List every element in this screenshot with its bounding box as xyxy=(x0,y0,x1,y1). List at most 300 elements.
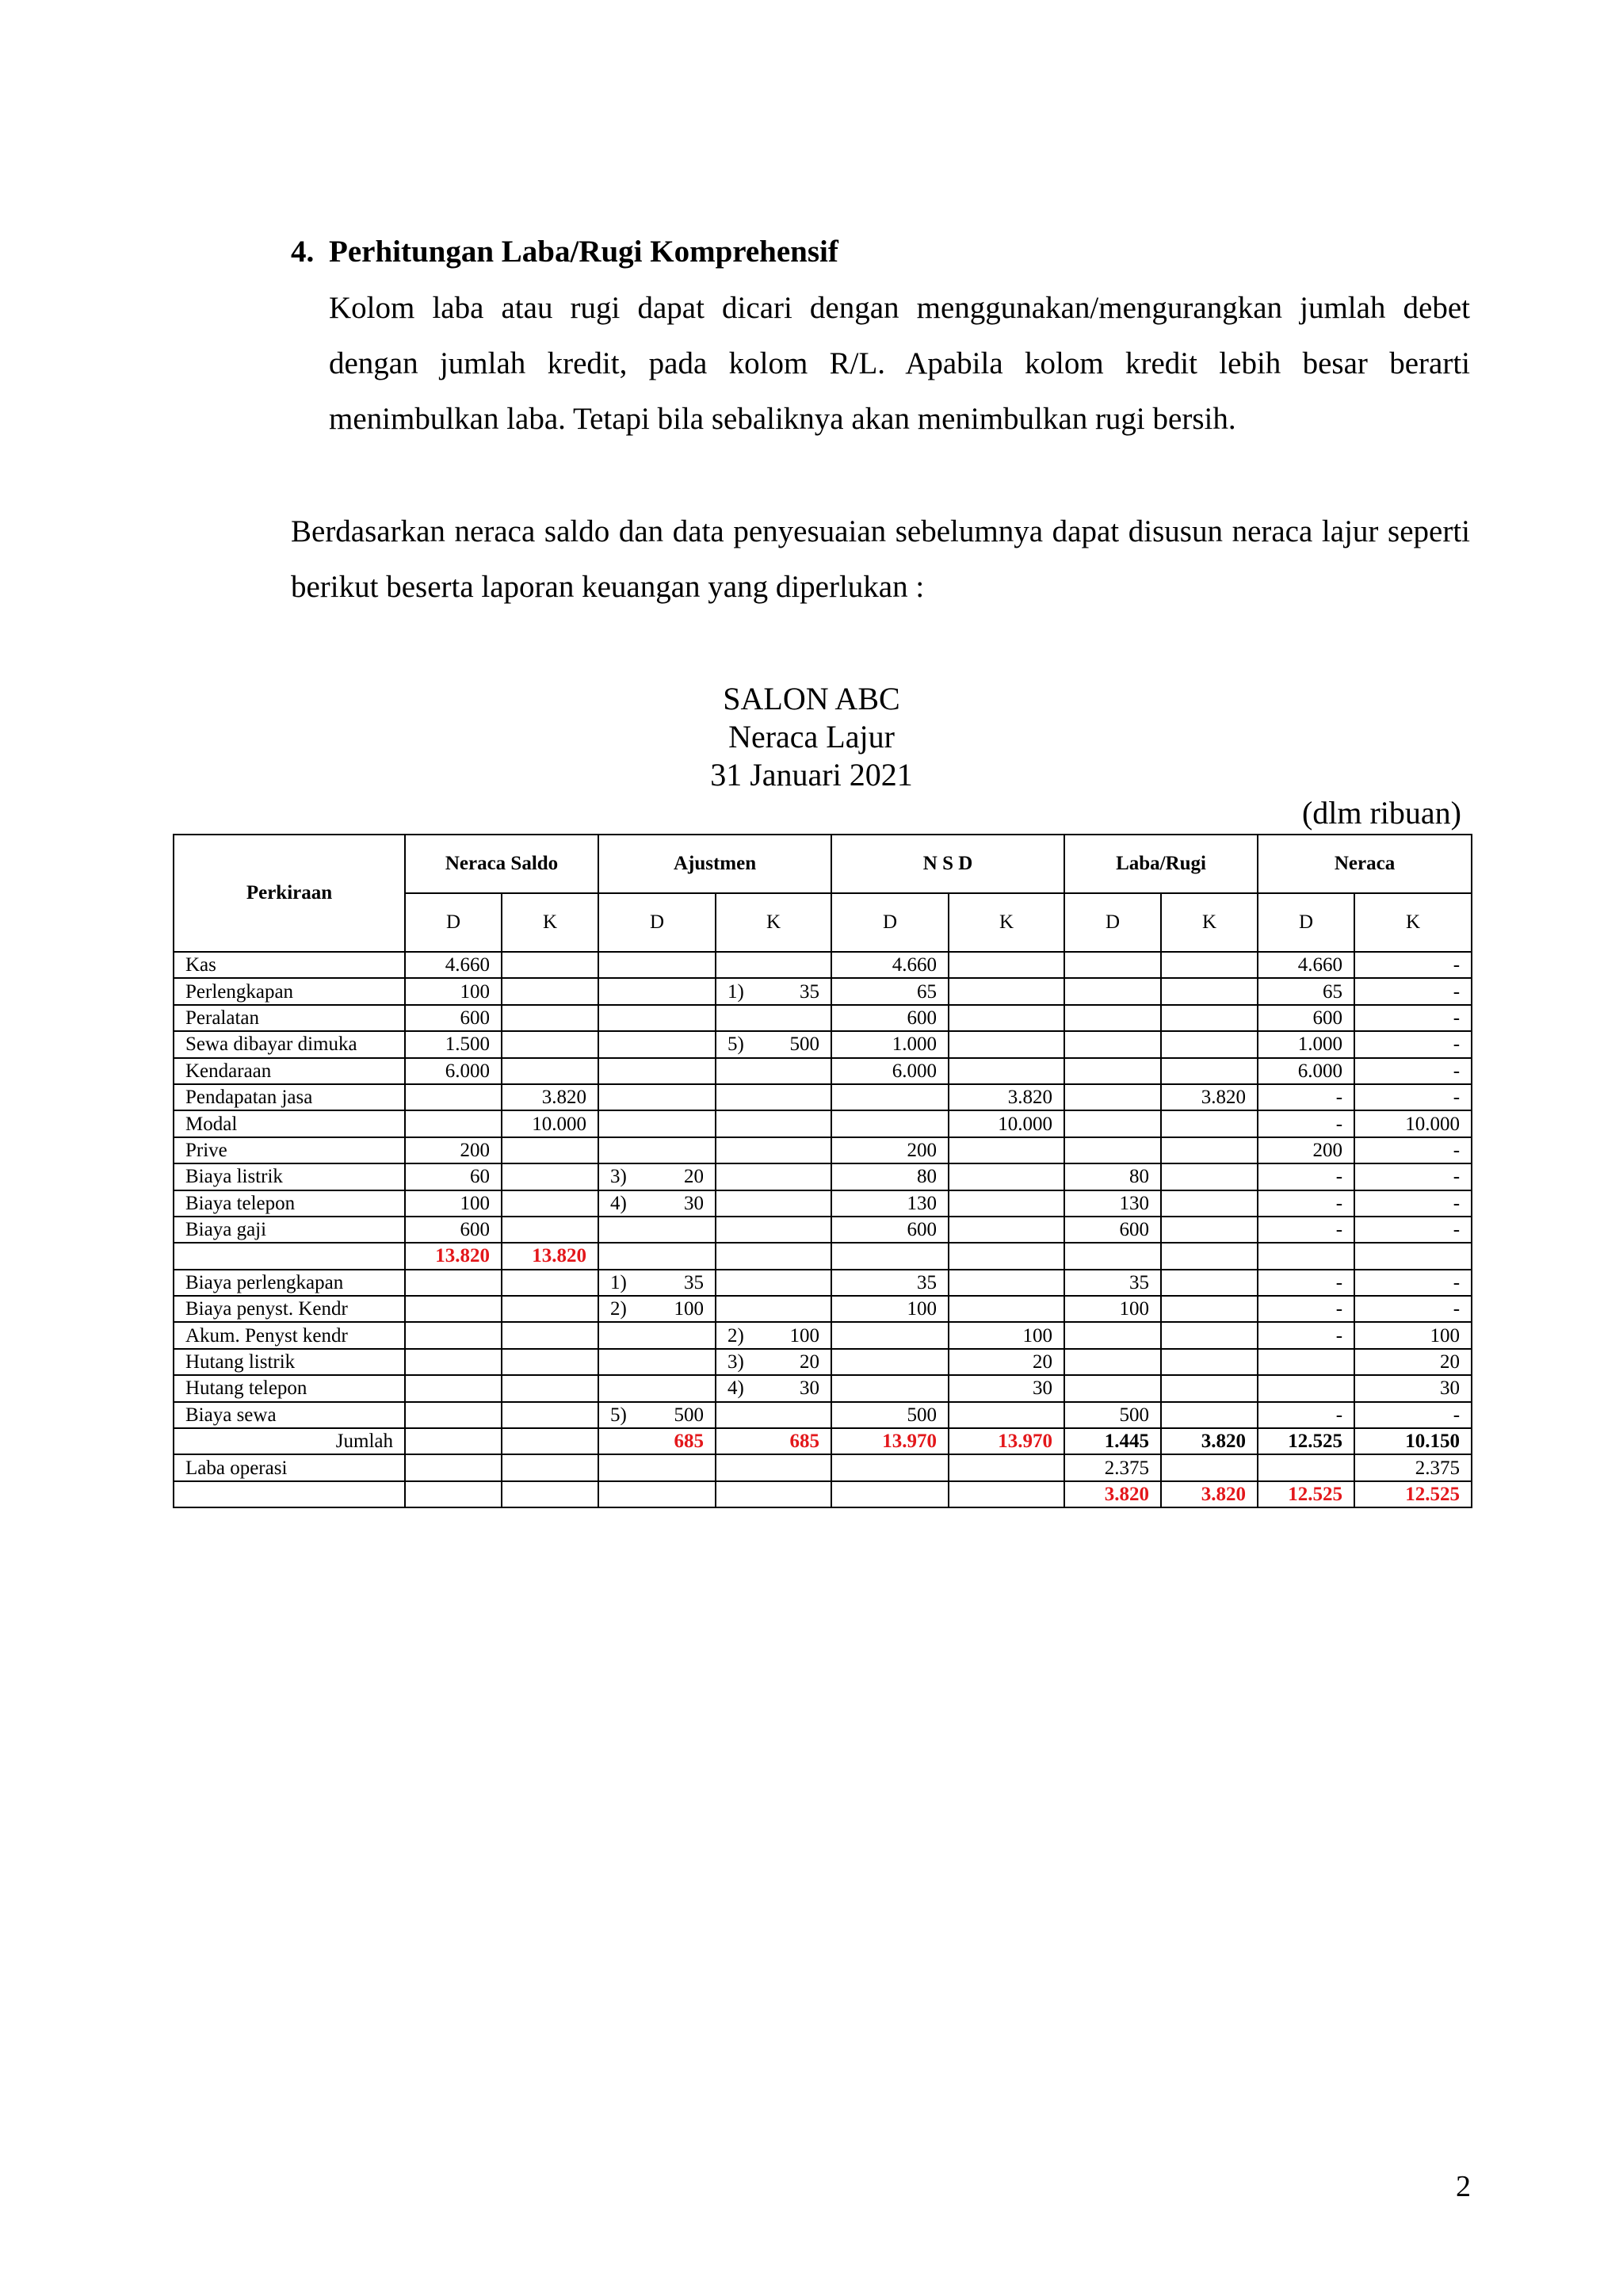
cell-ns-d: 100 xyxy=(405,1190,502,1217)
account-name: Akum. Penyst kendr xyxy=(174,1322,405,1348)
cell-nsd-k xyxy=(949,1163,1064,1190)
section-title-text: Perhitungan Laba/Rugi Komprehensif xyxy=(329,235,838,269)
cell-aj-d xyxy=(598,1402,716,1428)
table-row xyxy=(174,1137,1472,1163)
cell-aj-d xyxy=(598,1454,716,1480)
cell-aj-k xyxy=(716,952,831,978)
cell-lr-k: 3.820 xyxy=(1161,1481,1258,1507)
cell-ns-d xyxy=(405,1454,502,1480)
cell-lr-k xyxy=(1161,1454,1258,1480)
cell-lr-d: 2.375 xyxy=(1064,1454,1161,1480)
adjustment-amount: 100 xyxy=(789,1324,820,1347)
cell-ns-d xyxy=(405,1110,502,1137)
table-row xyxy=(174,1454,1472,1480)
cell-ns-d: 100 xyxy=(405,978,502,1004)
cell-nsd-k: 30 xyxy=(949,1375,1064,1401)
cell-nsd-d xyxy=(831,1349,949,1375)
cell-aj-k xyxy=(716,1031,831,1057)
adjustment-amount: 100 xyxy=(674,1298,705,1320)
table-row xyxy=(174,1322,1472,1348)
intro-paragraph: Berdasarkan neraca saldo dan data penyesuaian sebelumnya dapat disusun neraca lajur seperti berikut beserta laporan keuangan yang diperlukan : xyxy=(291,514,1470,604)
cell-nsd-k: 3.820 xyxy=(949,1084,1064,1110)
cell-aj-k xyxy=(716,1375,831,1401)
cell-lr-k xyxy=(1161,1375,1258,1401)
cell-n-k: - xyxy=(1354,1084,1472,1110)
table-row xyxy=(174,1243,1472,1269)
cell-n-d: 600 xyxy=(1258,1005,1354,1031)
cell-nsd-d: 500 xyxy=(831,1402,949,1428)
cell-nsd-k xyxy=(949,1190,1064,1217)
cell-aj-d xyxy=(598,1349,716,1375)
cell-nsd-d xyxy=(831,1243,949,1269)
cell-n-k: - xyxy=(1354,1217,1472,1243)
cell-n-k: - xyxy=(1354,978,1472,1004)
cell-aj-d xyxy=(598,1005,716,1031)
cell-nsd-d xyxy=(831,1375,949,1401)
cell-aj-k xyxy=(716,1217,831,1243)
cell-lr-d xyxy=(1064,978,1161,1004)
cell-aj-d xyxy=(598,1375,716,1401)
cell-aj-d xyxy=(598,1137,716,1163)
table-row xyxy=(174,1481,1472,1507)
cell-aj-d xyxy=(598,1217,716,1243)
header-perkiraan: Perkiraan xyxy=(174,835,405,952)
account-name: Modal xyxy=(174,1110,405,1137)
table-row xyxy=(174,1163,1472,1190)
cell-lr-d xyxy=(1064,1110,1161,1137)
cell-n-d xyxy=(1258,1349,1354,1375)
cell-nsd-d xyxy=(831,1084,949,1110)
cell-aj-d xyxy=(598,1322,716,1348)
cell-ns-d xyxy=(405,1322,502,1348)
account-name: Hutang listrik xyxy=(174,1349,405,1375)
adjustment-ref: 3) xyxy=(727,1351,744,1373)
account-name: Prive xyxy=(174,1137,405,1163)
cell-ns-d xyxy=(405,1402,502,1428)
sub-header-d: D xyxy=(598,893,716,952)
account-name xyxy=(174,1481,405,1507)
cell-n-k: 20 xyxy=(1354,1349,1472,1375)
caption-company: SALON ABC xyxy=(723,681,900,716)
cell-n-d xyxy=(1258,1243,1354,1269)
cell-nsd-d: 4.660 xyxy=(831,952,949,978)
cell-aj-d xyxy=(598,1084,716,1110)
adjustment-amount: 30 xyxy=(684,1192,705,1214)
cell-n-k: - xyxy=(1354,1005,1472,1031)
cell-aj-k xyxy=(716,1163,831,1190)
cell-nsd-d xyxy=(831,1481,949,1507)
sub-header-d: D xyxy=(1064,893,1161,952)
cell-n-k: 30 xyxy=(1354,1375,1472,1401)
cell-ns-k xyxy=(502,1058,598,1084)
cell-ns-k xyxy=(502,1481,598,1507)
cell-ns-d xyxy=(405,1481,502,1507)
cell-aj-k xyxy=(716,1481,831,1507)
cell-aj-k xyxy=(716,1190,831,1217)
caption-date: 31 Januari 2021 xyxy=(710,757,913,793)
table-row xyxy=(174,1217,1472,1243)
account-name: Peralatan xyxy=(174,1005,405,1031)
cell-ns-d: 6.000 xyxy=(405,1058,502,1084)
cell-nsd-d: 6.000 xyxy=(831,1058,949,1084)
cell-n-d xyxy=(1258,1454,1354,1480)
sub-header-k: K xyxy=(1161,893,1258,952)
adjustment-ref: 1) xyxy=(727,980,744,1003)
cell-n-k: - xyxy=(1354,1190,1472,1217)
cell-nsd-k xyxy=(949,1058,1064,1084)
cell-nsd-k: 20 xyxy=(949,1349,1064,1375)
sub-header-k: K xyxy=(949,893,1064,952)
cell-ns-k xyxy=(502,1375,598,1401)
table-row xyxy=(174,1084,1472,1110)
cell-nsd-d: 80 xyxy=(831,1163,949,1190)
cell-lr-d: 600 xyxy=(1064,1217,1161,1243)
cell-nsd-d xyxy=(831,1110,949,1137)
adjustment-amount: 20 xyxy=(684,1166,705,1188)
worksheet-table xyxy=(173,834,1472,1508)
cell-n-k: 12.525 xyxy=(1354,1481,1472,1507)
cell-aj-d xyxy=(598,1031,716,1057)
cell-n-d: 4.660 xyxy=(1258,952,1354,978)
cell-lr-d xyxy=(1064,1031,1161,1057)
account-name: Kendaraan xyxy=(174,1058,405,1084)
cell-lr-d xyxy=(1064,1058,1161,1084)
cell-lr-d: 3.820 xyxy=(1064,1481,1161,1507)
account-name: Biaya penyst. Kendr xyxy=(174,1296,405,1322)
account-name: Sewa dibayar dimuka xyxy=(174,1031,405,1057)
cell-lr-d xyxy=(1064,1375,1161,1401)
cell-ns-k xyxy=(502,1428,598,1454)
cell-nsd-d xyxy=(831,1454,949,1480)
cell-ns-d xyxy=(405,1296,502,1322)
table-row xyxy=(174,978,1472,1004)
adjustment-ref: 5) xyxy=(610,1404,627,1426)
cell-nsd-d: 100 xyxy=(831,1296,949,1322)
cell-lr-k xyxy=(1161,1110,1258,1137)
adjustment-amount: 30 xyxy=(800,1377,820,1400)
table-row xyxy=(174,1296,1472,1322)
table-row xyxy=(174,952,1472,978)
cell-aj-d xyxy=(598,1190,716,1217)
account-name: Biaya listrik xyxy=(174,1163,405,1190)
cell-n-k: - xyxy=(1354,1163,1472,1190)
account-name: Biaya telepon xyxy=(174,1190,405,1217)
cell-nsd-d xyxy=(831,1322,949,1348)
cell-aj-d xyxy=(598,952,716,978)
header-nsd: N S D xyxy=(831,835,1064,893)
cell-aj-d xyxy=(598,978,716,1004)
cell-aj-k xyxy=(716,1402,831,1428)
cell-lr-d xyxy=(1064,1084,1161,1110)
table-row xyxy=(174,1349,1472,1375)
cell-aj-k xyxy=(716,1005,831,1031)
cell-nsd-k xyxy=(949,1270,1064,1296)
sub-header-k: K xyxy=(502,893,598,952)
cell-n-d: - xyxy=(1258,1402,1354,1428)
cell-aj-k xyxy=(716,1322,831,1348)
cell-lr-k xyxy=(1161,1005,1258,1031)
cell-n-d: - xyxy=(1258,1270,1354,1296)
cell-n-k: 2.375 xyxy=(1354,1454,1472,1480)
table-row xyxy=(174,1005,1472,1031)
cell-ns-d xyxy=(405,1428,502,1454)
cell-n-k: - xyxy=(1354,1031,1472,1057)
cell-ns-k xyxy=(502,952,598,978)
cell-ns-k xyxy=(502,978,598,1004)
cell-nsd-k: 10.000 xyxy=(949,1110,1064,1137)
cell-aj-d xyxy=(598,1270,716,1296)
adjustment-amount: 35 xyxy=(800,980,820,1003)
cell-nsd-k xyxy=(949,978,1064,1004)
section-title xyxy=(291,235,838,269)
cell-ns-k xyxy=(502,1137,598,1163)
cell-n-d: - xyxy=(1258,1296,1354,1322)
cell-n-d: 1.000 xyxy=(1258,1031,1354,1057)
cell-aj-k xyxy=(716,1270,831,1296)
cell-ns-k xyxy=(502,1031,598,1057)
cell-lr-d: 1.445 xyxy=(1064,1428,1161,1454)
cell-lr-k xyxy=(1161,952,1258,978)
cell-lr-k xyxy=(1161,1217,1258,1243)
table-row xyxy=(174,1190,1472,1217)
account-name: Pendapatan jasa xyxy=(174,1084,405,1110)
sub-header-d: D xyxy=(1258,893,1354,952)
section-number: 4. xyxy=(291,235,315,269)
cell-n-k: - xyxy=(1354,1296,1472,1322)
cell-lr-d xyxy=(1064,1137,1161,1163)
cell-nsd-k xyxy=(949,1402,1064,1428)
cell-n-k: - xyxy=(1354,1137,1472,1163)
cell-nsd-k xyxy=(949,1481,1064,1507)
cell-ns-d: 600 xyxy=(405,1217,502,1243)
cell-ns-d: 600 xyxy=(405,1005,502,1031)
adjustment-amount: 500 xyxy=(674,1404,705,1426)
cell-lr-d xyxy=(1064,1243,1161,1269)
account-name: Jumlah xyxy=(174,1428,405,1454)
cell-lr-k xyxy=(1161,1190,1258,1217)
account-name: Biaya gaji xyxy=(174,1217,405,1243)
cell-lr-d xyxy=(1064,1349,1161,1375)
cell-nsd-k xyxy=(949,1243,1064,1269)
cell-aj-k xyxy=(716,1084,831,1110)
account-name: Perlengkapan xyxy=(174,978,405,1004)
header-neraca-saldo: Neraca Saldo xyxy=(405,835,598,893)
section-paragraph: Kolom laba atau rugi dapat dicari dengan menggunakan/mengurangkan jumlah debet dengan jumlah kredit, pada kolom R/L. Apabila kolom kredit lebih besar berarti menimbulkan laba. Tetapi bila sebaliknya akan menimbulkan rugi bersih. xyxy=(329,291,1470,436)
cell-ns-k xyxy=(502,1296,598,1322)
cell-aj-d xyxy=(598,1481,716,1507)
account-name: Kas xyxy=(174,952,405,978)
cell-lr-k xyxy=(1161,1137,1258,1163)
cell-aj-k xyxy=(716,1349,831,1375)
table-row xyxy=(174,1375,1472,1401)
cell-ns-k xyxy=(502,1217,598,1243)
cell-ns-d: 1.500 xyxy=(405,1031,502,1057)
cell-aj-k xyxy=(716,1296,831,1322)
cell-ns-d: 4.660 xyxy=(405,952,502,978)
cell-ns-k xyxy=(502,1190,598,1217)
cell-n-d: - xyxy=(1258,1163,1354,1190)
cell-aj-d xyxy=(598,1163,716,1190)
cell-lr-d xyxy=(1064,1322,1161,1348)
cell-ns-k xyxy=(502,1322,598,1348)
adjustment-amount: 35 xyxy=(684,1271,705,1293)
cell-nsd-k xyxy=(949,1454,1064,1480)
cell-n-k: - xyxy=(1354,1058,1472,1084)
cell-n-d: - xyxy=(1258,1322,1354,1348)
cell-aj-k xyxy=(716,1137,831,1163)
cell-n-k: 100 xyxy=(1354,1322,1472,1348)
cell-nsd-d: 65 xyxy=(831,978,949,1004)
cell-lr-k xyxy=(1161,1296,1258,1322)
cell-ns-k: 10.000 xyxy=(502,1110,598,1137)
cell-aj-d xyxy=(598,1296,716,1322)
cell-lr-d: 35 xyxy=(1064,1270,1161,1296)
cell-nsd-k xyxy=(949,1217,1064,1243)
cell-lr-d: 500 xyxy=(1064,1402,1161,1428)
adjustment-ref: 1) xyxy=(610,1271,627,1293)
cell-n-k: 10.000 xyxy=(1354,1110,1472,1137)
cell-nsd-d: 13.970 xyxy=(831,1428,949,1454)
cell-lr-d xyxy=(1064,1005,1161,1031)
table-row xyxy=(174,1031,1472,1057)
adjustment-ref: 4) xyxy=(727,1377,744,1400)
cell-ns-d: 60 xyxy=(405,1163,502,1190)
adjustment-ref: 4) xyxy=(610,1192,627,1214)
account-name: Hutang telepon xyxy=(174,1375,405,1401)
cell-n-d xyxy=(1258,1375,1354,1401)
cell-lr-d: 130 xyxy=(1064,1190,1161,1217)
cell-nsd-k xyxy=(949,1005,1064,1031)
cell-ns-d: 13.820 xyxy=(405,1243,502,1269)
adjustment-ref: 3) xyxy=(610,1166,627,1188)
sub-header-d: D xyxy=(831,893,949,952)
cell-n-k xyxy=(1354,1243,1472,1269)
cell-ns-k xyxy=(502,1349,598,1375)
cell-nsd-k xyxy=(949,952,1064,978)
cell-ns-k xyxy=(502,1005,598,1031)
account-name: Laba operasi xyxy=(174,1454,405,1480)
table-row xyxy=(174,1270,1472,1296)
adjustment-amount: 500 xyxy=(789,1033,820,1056)
cell-ns-k: 13.820 xyxy=(502,1243,598,1269)
cell-ns-k xyxy=(502,1454,598,1480)
cell-lr-k xyxy=(1161,1270,1258,1296)
header-laba-rugi: Laba/Rugi xyxy=(1064,835,1258,893)
cell-nsd-d: 600 xyxy=(831,1005,949,1031)
table-row xyxy=(174,1428,1472,1454)
cell-n-d: - xyxy=(1258,1084,1354,1110)
cell-ns-k xyxy=(502,1163,598,1190)
cell-nsd-k xyxy=(949,1296,1064,1322)
account-name xyxy=(174,1243,405,1269)
adjustment-amount: 20 xyxy=(800,1351,820,1373)
adjustment-ref: 2) xyxy=(610,1298,627,1320)
cell-lr-d: 100 xyxy=(1064,1296,1161,1322)
header-neraca: Neraca xyxy=(1258,835,1472,893)
sub-header-k: K xyxy=(1354,893,1472,952)
cell-ns-d xyxy=(405,1375,502,1401)
cell-lr-k xyxy=(1161,1322,1258,1348)
table-row xyxy=(174,1058,1472,1084)
cell-n-d: - xyxy=(1258,1190,1354,1217)
cell-aj-d xyxy=(598,1243,716,1269)
cell-ns-d xyxy=(405,1349,502,1375)
cell-lr-k xyxy=(1161,978,1258,1004)
cell-n-k: - xyxy=(1354,1270,1472,1296)
cell-lr-k xyxy=(1161,1058,1258,1084)
cell-ns-k xyxy=(502,1270,598,1296)
cell-nsd-d: 600 xyxy=(831,1217,949,1243)
cell-lr-k xyxy=(1161,1163,1258,1190)
cell-n-k: - xyxy=(1354,952,1472,978)
cell-aj-d xyxy=(598,1428,716,1454)
caption-report: Neraca Lajur xyxy=(728,719,895,755)
sub-header-d: D xyxy=(405,893,502,952)
cell-nsd-k: 13.970 xyxy=(949,1428,1064,1454)
cell-ns-d: 200 xyxy=(405,1137,502,1163)
cell-ns-k: 3.820 xyxy=(502,1084,598,1110)
adjustment-ref: 5) xyxy=(727,1033,744,1056)
cell-lr-k xyxy=(1161,1349,1258,1375)
cell-lr-d xyxy=(1064,952,1161,978)
account-name: Biaya sewa xyxy=(174,1402,405,1428)
cell-aj-d xyxy=(598,1110,716,1137)
cell-lr-k: 3.820 xyxy=(1161,1084,1258,1110)
cell-n-k: 10.150 xyxy=(1354,1428,1472,1454)
cell-aj-k xyxy=(716,1058,831,1084)
worksheet-body xyxy=(174,952,1472,1507)
cell-nsd-d: 1.000 xyxy=(831,1031,949,1057)
page-number: 2 xyxy=(1456,2170,1471,2203)
cell-nsd-k xyxy=(949,1031,1064,1057)
adjustment-amount: 685 xyxy=(789,1431,820,1453)
adjustment-amount: 685 xyxy=(674,1431,705,1453)
cell-lr-k: 3.820 xyxy=(1161,1428,1258,1454)
adjustment-ref: 2) xyxy=(727,1324,744,1347)
cell-aj-k xyxy=(716,1243,831,1269)
sub-header-k: K xyxy=(716,893,831,952)
cell-aj-k xyxy=(716,1454,831,1480)
cell-n-d: 6.000 xyxy=(1258,1058,1354,1084)
cell-aj-d xyxy=(598,1058,716,1084)
account-name: Biaya perlengkapan xyxy=(174,1270,405,1296)
header-ajustmen: Ajustmen xyxy=(598,835,831,893)
cell-nsd-k xyxy=(949,1137,1064,1163)
table-row xyxy=(174,1110,1472,1137)
cell-nsd-d: 200 xyxy=(831,1137,949,1163)
cell-n-d: 12.525 xyxy=(1258,1481,1354,1507)
cell-lr-k xyxy=(1161,1031,1258,1057)
cell-ns-k xyxy=(502,1402,598,1428)
cell-n-k: - xyxy=(1354,1402,1472,1428)
cell-aj-k xyxy=(716,1428,831,1454)
cell-ns-d xyxy=(405,1084,502,1110)
table-row xyxy=(174,1402,1472,1428)
caption-units: (dlm ribuan) xyxy=(1301,795,1461,831)
cell-nsd-k: 100 xyxy=(949,1322,1064,1348)
cell-lr-k xyxy=(1161,1243,1258,1269)
cell-n-d: - xyxy=(1258,1217,1354,1243)
cell-n-d: 12.525 xyxy=(1258,1428,1354,1454)
cell-n-d: 200 xyxy=(1258,1137,1354,1163)
cell-aj-k xyxy=(716,1110,831,1137)
cell-n-d: - xyxy=(1258,1110,1354,1137)
cell-lr-d: 80 xyxy=(1064,1163,1161,1190)
cell-aj-k xyxy=(716,978,831,1004)
cell-nsd-d: 130 xyxy=(831,1190,949,1217)
cell-lr-k xyxy=(1161,1402,1258,1428)
cell-nsd-d: 35 xyxy=(831,1270,949,1296)
